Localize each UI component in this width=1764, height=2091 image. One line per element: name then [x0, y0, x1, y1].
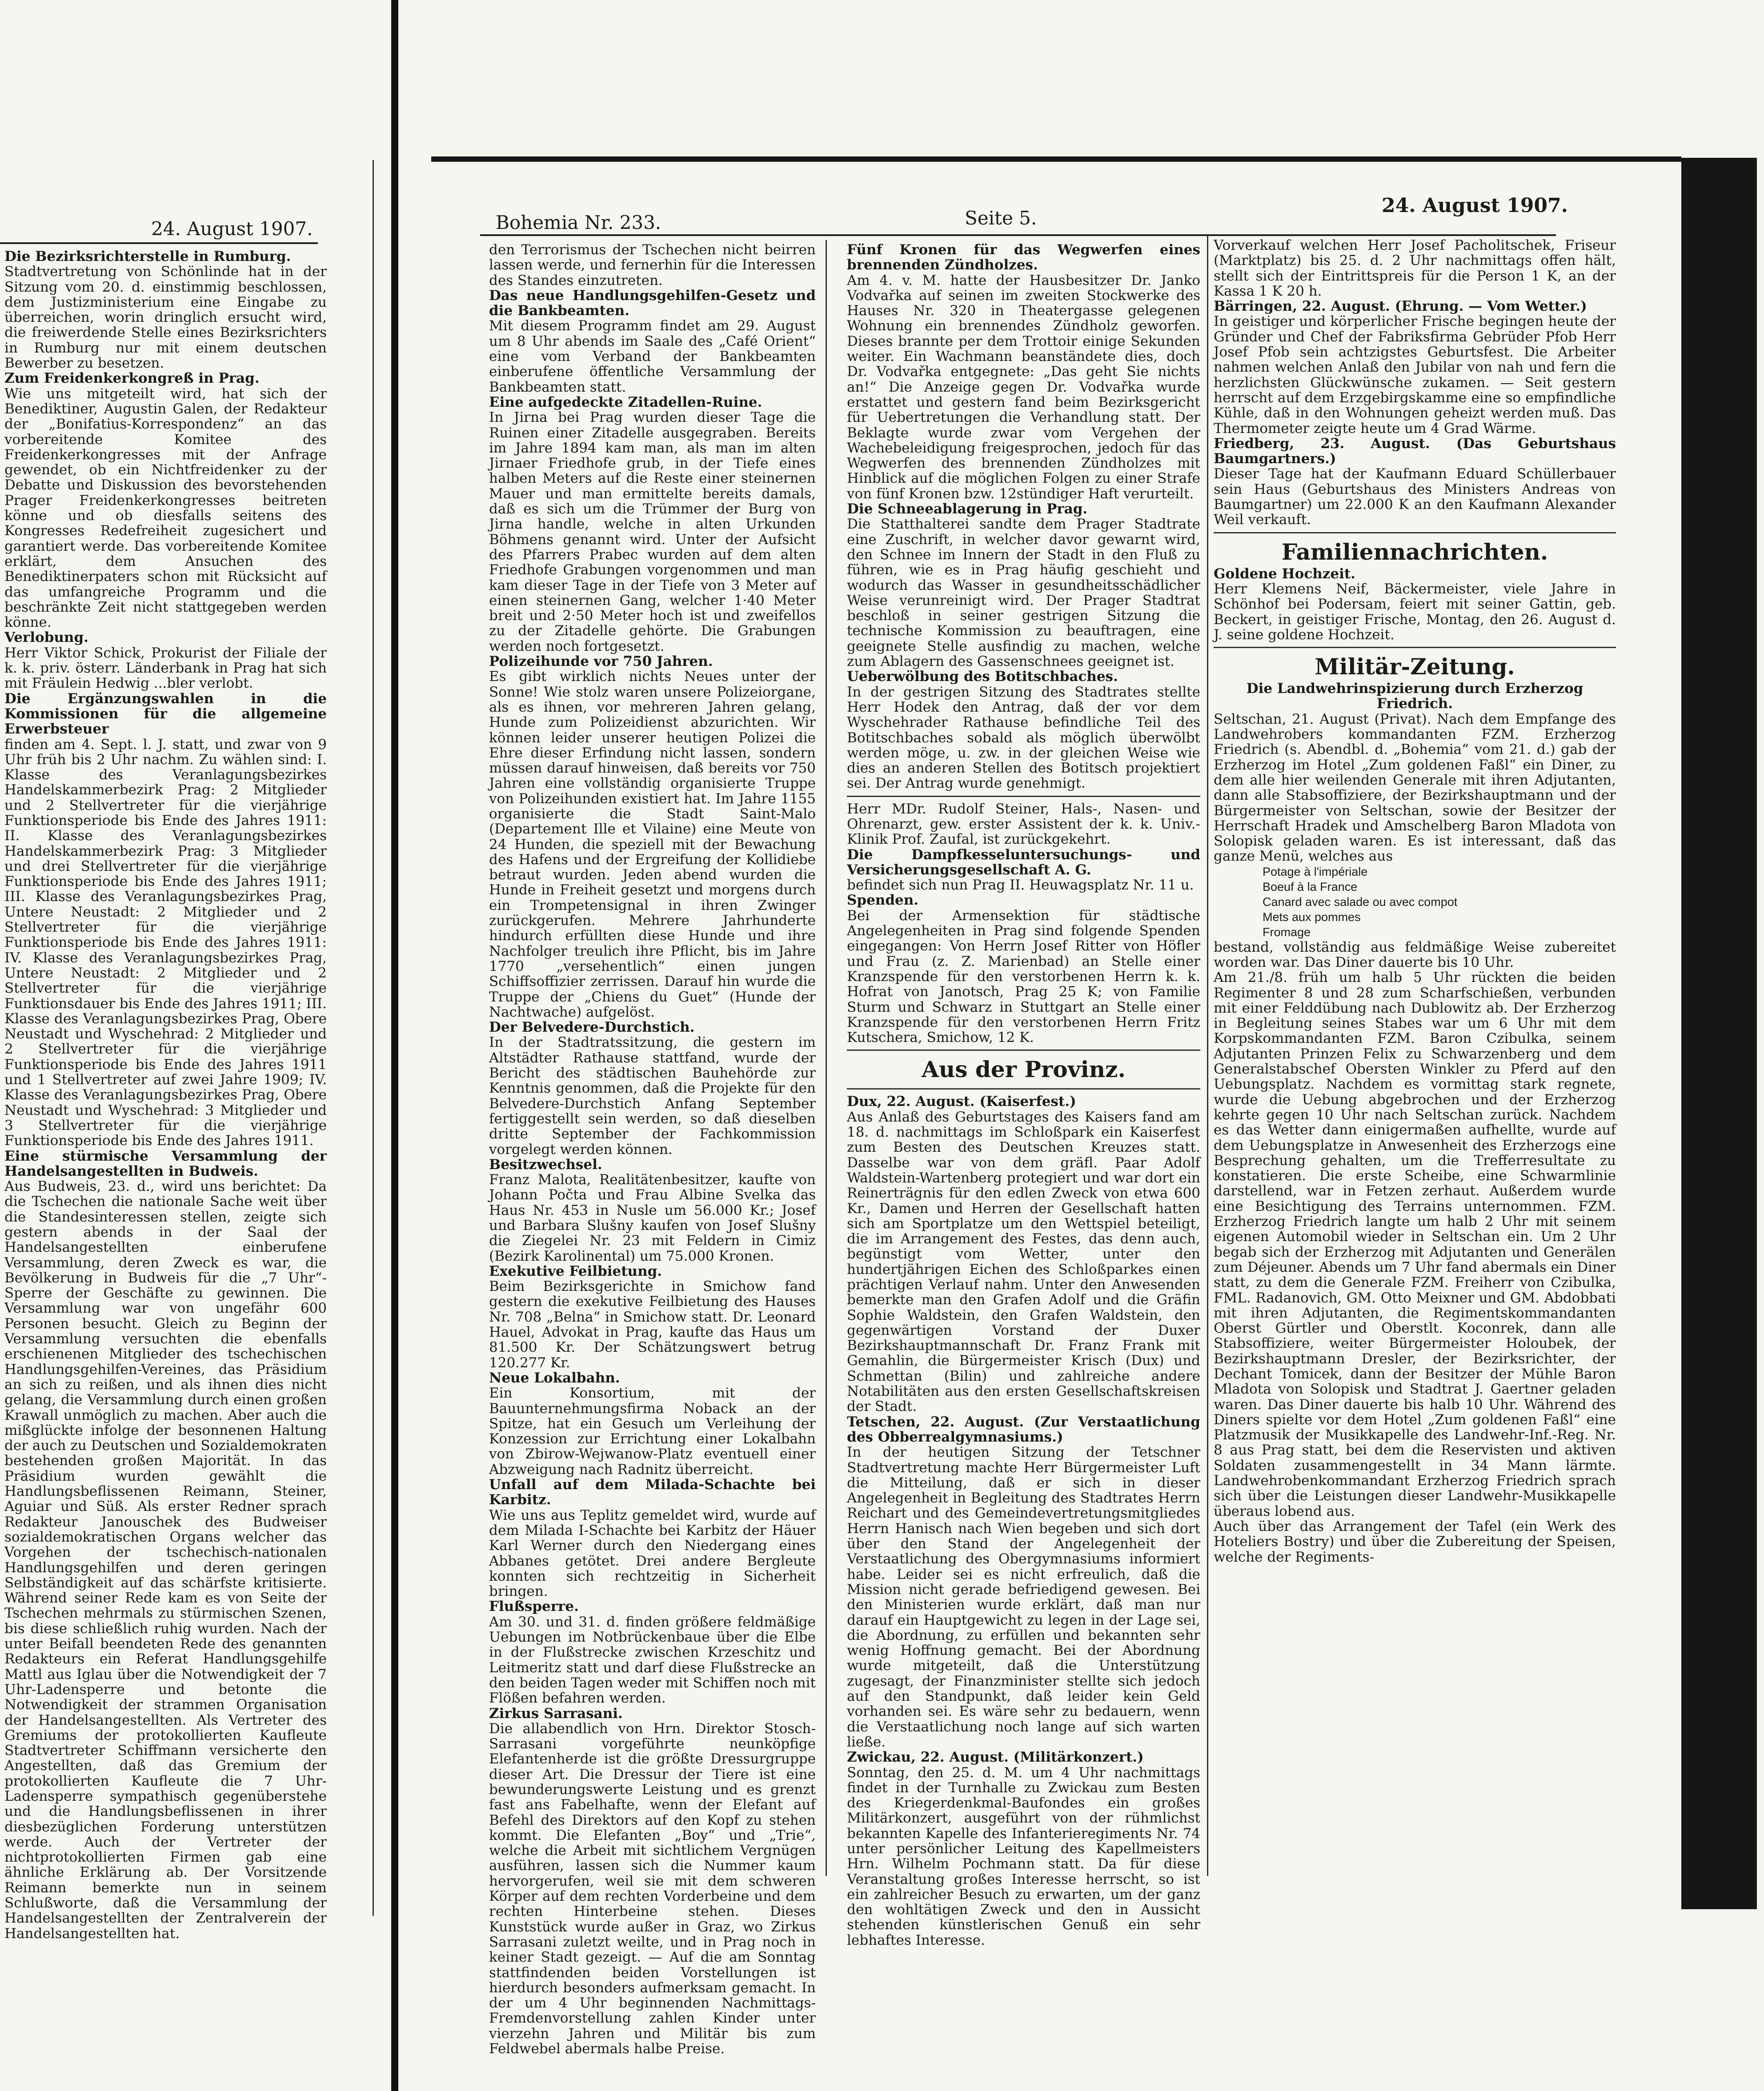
- article-paragraph: bestand, vollständig aus feldmäßige Weise zubereitet worden war. Das Diner dauerte bis 10 Uhr.: [1214, 939, 1616, 970]
- article-paragraph: Die Statthalterei sandte dem Prager Stadtrate eine Zuschrift, in welcher davor gewarnt wird, den Schnee im Innern der Stadt in den Fluß zu führen, wie es in Prag häufig geschieht und wodurch das Wasser in gesundheitsschädlicher Weise verunreinigt wird. Der Prager Stadtrat beschloß in seiner gestrigen Sitzung die technische Kommission zu beauftragen, eine geeignete Stelle ausfindig zu machen, welche zum Ablagern des Gassenschnees geeignet ist.: [847, 516, 1200, 670]
- section-divider: [847, 796, 1200, 797]
- left-page-date: 24. August 1907.: [151, 218, 313, 240]
- article-paragraph: In der heutigen Sitzung der Tetschner Stadtvertretung machte Herr Bürgermeister Luft die Mitteilung, daß er sich in dieser Angelegenheit in Begleitung des Stadtrates Herrn Reichart und des Gemeindevertretungsmitgliedes Herrn Hanisch nach Wien begeben und sich dort über den Stand der Angelegenheit der Verstaatlichung des Obergymnasiums informiert habe. Leider sei es nicht erfreulich, daß die Mission nicht gerade befriedigend gewesen. Bei den Ministerien wurde erklärt, daß man nur darauf ein Hauptgewicht zu legen in der Lage sei, die Abordnung, zu erfüllen und bekannten sehr wenig Hoffnung gemacht. Bei der Abordnung wurde mitgeteilt, daß die Unterstützung zugesagt, der Finanzminister stellte sich jedoch auf den Standpunkt, daß leider kein Geld vorhanden sei. Es wäre sehr zu bedauern, wenn die Verstaatlichung noch lange auf sich warten ließe.: [847, 1444, 1200, 1750]
- article-paragraph: Sonntag, den 25. d. M. um 4 Uhr nachmittags findet in der Turnhalle zu Zwickau zum Besten des Kriegerdenkmal-Baufondes ein großes Militärkonzert, ausgeführt von der rühmlichst bekannten Kapelle des Infanterieregiments Nr. 74 unter persönlicher Leitung des Kapellmeisters Hrn. Wilhelm Pochmann statt. Da für diese Veranstaltung großes Interesse herrscht, so ist ein zahlreicher Besuch zu erwarten, um der ganz den wohltätigen Zweck und den in Aussicht stehenden künstlerischen Genuß ein sehr lebhaftes Interesse.: [847, 1764, 1200, 1948]
- article-headline: Friedberg, 23. August. (Das Geburtshaus Baumgartners.): [1214, 435, 1616, 467]
- article-paragraph: Am 21./8. früh um halb 5 Uhr rückten die beiden Regimenter 8 und 28 zum Scharfschießen, verbunden mit einer Felddübung nach Dublowitz ab. Der Erzherzog in Begleitung seines Stabes war um 6 Uhr mit dem Korpskommandanten FZM. Baron Czibulka, seinem Adjutanten Prinzen Felix zu Schwarzenberg und dem Generalstabschef Obersten Winkler zu Pferd auf den Uebungsplatz. Nachdem es vormittag stark regnete, wurde die Uebung abgebrochen und der Erzherzog kehrte gegen 10 Uhr nach Seltschan zurück. Nachdem es das Wetter dann einigermaßen aufhellte, wurde auf dem Uebungsplatze in Anwesenheit des Erzherzogs eine Besprechung gehalten, um die Trefferresultate zu konstatieren. Die erste Scheibe, eine Schwarmlinie darstellend, war in Fetzen zerhaut. Außerdem wurde eine Besichtigung des Terrains unternommen. FZM. Erzherzog Friedrich langte um halb 2 Uhr mit seinem eigenen Automobil wieder in Seltschan ein. Um 2 Uhr begab sich der Erzherzog mit Adjutanten und Generälen zum Déjeuner. Abends um 7 Uhr fand abermals ein Diner statt, zu dem die Generale FZM. Freiherr von Czibulka, FML. Radanovich, GM. Otto Meixner und GM. Abdobbati mit ihren Adjutanten, die Regimentskommandanten Oberst Gürtler und Oberstlt. Koconrek, dann alle Stabsoffiziere, weiter Bürgermeister Holoubek, der Bezirkshauptmann Dresler, der Bezirksrichter, der Dechant Tomicek, dann der Besitzer der Mühle Baron Mladota von Solopisk und Stadtrat J. Gaertner geladen waren. Das Diner dauerte bis halb 10 Uhr. Während des Diners spielte vor dem Hotel „Zum goldenen Faßl“ eine Platzmusik der Musikkapelle des Landwehr-Inf.-Reg. Nr. 8 aus Prag statt, bei dem die Reservisten und aktiven Soldaten zusammengestellt in 34 Mann lärmte. Landwehrobenkommandant Erzherzog Friedrich sprach sich über die Leistungen dieser Landwehr-Musikkapelle überaus lobend aus.: [1214, 969, 1616, 1519]
- article-headline: Besitzwechsel.: [489, 1156, 602, 1173]
- article-headline: Dux, 22. August. (Kaiserfest.): [847, 1094, 1076, 1110]
- article-headline: Flußsperre.: [489, 1598, 579, 1615]
- article-headline: Neue Lokalbahn.: [489, 1370, 620, 1386]
- article-paragraph: In Jirna bei Prag wurden dieser Tage die Ruinen einer Zitadelle ausgegraben. Bereits im Jahre 1894 kam man, als man im alten Jirnaer Friedhofe grub, in der Tiefe eines halben Meters auf die Reste einer steinernen Mauer und man ermittelte bereits damals, daß es sich um die Trümmer der Burg von Jirna handle, welche in alten Urkunden Böhmens genannt wird. Unter der Aufsicht des Pfarrers Prabec wurden auf dem alten Friedhofe Grabungen vorgenommen und man kam dieser Tage in der Tiefe von 3 Meter auf einen steinernen Gang, welcher 1·40 Meter breit und 2·50 Meter hoch ist und zweifellos zu der Zitadelle gehörte. Die Grabungen werden noch fortgesetzt.: [489, 409, 816, 654]
- article-headline: Die Bezirksrichterstelle in Rumburg.: [4, 248, 291, 264]
- menu-item: Canard avec salade ou avec compot: [1263, 895, 1458, 909]
- section-divider: [1214, 532, 1616, 533]
- article-paragraph: Am 4. v. M. hatte der Hausbesitzer Dr. Janko Vodvařka auf seinen im zweiten Stockwerke des Hauses Nr. 320 in Theatergasse gelegenen Wohnung ein brennendes Zündholz geworfen. Dieses brannte per dem Trottoir einige Sekunden weiter. Ein Wachmann beanständete dies, doch Dr. Vodvařka entgegnete: „Das geht Sie nichts an!“ Die Anzeige gegen Dr. Vodvařka wurde erstattet und gestern fand beim Bezirksgericht für Uebertretungen die Verhandlung statt. Der Beklagte wurde zwar vom Vergehen der Wachebeleidigung freigesprochen, jedoch für das Wegwerfen des brennenden Zündholzes mit Hinblick auf die möglichen Folgen zu einer Strafe von fünf Kronen bzw. 12stündiger Haft verurteilt.: [847, 272, 1200, 502]
- menu-list: [1214, 864, 1616, 940]
- article-headline: Goldene Hochzeit.: [1214, 565, 1355, 582]
- article-paragraph: Aus Anlaß des Geburtstages des Kaisers fand am 18. d. nachmittags im Schloßpark ein Kaiserfest zum Besten des Deutschen Kreuzes statt. Dasselbe war von dem gräfl. Paar Adolf Waldstein-Wartenberg protegiert und war dort ein Reinerträgnis für den edlen Zweck von etwa 600 Kr., Damen und Herren der Gesellschaft hatten sich am Sportplatze um den Wettspiel beteiligt, die im Arrangement des Festes, das denn auch, begünstigt vom Wetter, unter den hundertjährigen Eichen des Schloßparkes einen prächtigen Verlauf nahm. Unter den Anwesenden bemerkte man den Grafen Adolf und die Gräfin Sophie Waldstein, den Grafen Waldstein, den gegenwärtigen Vorstand der Duxer Bezirkshauptmannschaft Dr. Franz Frank mit Gemahlin, die Bürgermeister Krisch (Dux) und Schmettan (Bilin) und zahlreiche andere Notabilitäten aus den ersten Gesellschaftskreisen der Stadt.: [847, 1109, 1200, 1415]
- article-headline: Unfall auf dem Milada-Schachte bei Karbitz.: [489, 1477, 816, 1508]
- article-paragraph: Herr Klemens Neif, Bäckermeister, viele Jahre in Schönhof bei Podersam, feiert mit seiner Gattin, geb. Beckert, in geistiger Frische, Montag, den 26. August d. J. seine goldene Hochzeit.: [1214, 581, 1616, 643]
- article-paragraph: Vorverkauf welchen Herr Josef Pacholitschek, Friseur (Marktplatz) bis 25. d. 2 Uhr nachmittags offen hält, stellt sich der Eintrittspreis für die Person 1 K, an der Kassa 1 K 20 h.: [1214, 237, 1616, 299]
- article-headline: Exekutive Feilbietung.: [489, 1263, 662, 1279]
- article-headline: Ueberwölbung des Botitschbaches.: [847, 669, 1118, 685]
- article-headline: Das neue Handlungsgehilfen-Gesetz und die Bankbeamten.: [489, 287, 816, 319]
- article-paragraph: Herr MDr. Rudolf Steiner, Hals-, Nasen- und Ohrenarzt, gew. erster Assistent der k. k. Univ.-Klinik Prof. Zaufal, ist zurückgekehrt.: [847, 801, 1200, 848]
- article-headline: Zwickau, 22. August. (Militärkonzert.): [847, 1749, 1144, 1766]
- article-headline: Zirkus Sarrasani.: [489, 1705, 623, 1722]
- article-paragraph: Franz Malota, Realitätenbesitzer, kaufte von Johann Počta und Frau Albine Svelka das Haus Nr. 453 in Nusle um 56.000 Kr.; Josef und Barbara Slušny kaufen von Josef Slušny die Ziegelei Nr. 23 mit Feldern in Cimiz (Bezirk Karolinental) um 75.000 Kronen.: [489, 1172, 816, 1264]
- article-paragraph: Es gibt wirklich nichts Neues unter der Sonne! Wie stolz waren unsere Polizeiorgane, als es ihnen, vor mehreren Jahren gelang, Hunde zum Polizeidienst abzurichten. Wir können leider unserer heutigen Polizei die Ehre dieser Erfindung nicht lassen, sondern müssen darauf hinweisen, daß bereits vor 750 Jahren eine vollständig organisierte Truppe von Polizeihunden existiert hat. Im Jahre 1155 organisierte die Stadt Saint-Malo (Departement Ille et Vilaine) eine Meute von 24 Hunden, die speziell mit der Bewachung des Hafens und der Ergreifung der Kollidiebe betraut wurden. Jeden abend wurden die Hunde in Freiheit gesetzt und morgens durch ein Trompetensignal in ihren Zwinger zurückgerufen. Mehrere Jahrhunderte hindurch erfüllten diese Hunde und ihre Nachfolger treulich ihre Pflicht, bis im Jahre 1770 „versehentlich“ einen jungen Schiffsoffizier zerrissen. Darauf hin wurde die Truppe der „Chiens du Guet“ (Hunde der Nachtwache) aufgelöst.: [489, 669, 816, 1020]
- article-paragraph: Seltschan, 21. August (Privat). Nach dem Empfange des Landwehrobers kommandanten FZM. Erzherzog Friedrich (s. Abendbl. d. „Bohemia“ vom 21. d.) gab der Erzherzog im Hotel „Zum goldenen Faßl“ ein Diner, zu dem alle hier weilenden Generale mit ihren Adjutanten, dann alle Stabsoffiziere, der Bezirkshauptmann und der Bürgermeister von Seltschan, sowie der Besitzer der Herrschaft Hradek und Amschelberg Baron Mladota von Solopisk geladen waren. Es ist interessant, daß das ganze Menü, welches aus: [1214, 711, 1616, 865]
- article-headline: Der Belvedere-Durchstich.: [489, 1019, 695, 1036]
- page-binding: [391, 0, 398, 2091]
- right-page-border: [1681, 158, 1757, 1909]
- article-headline: Fünf Kronen für das Wegwerfen eines brennenden Zündholzes.: [847, 242, 1200, 273]
- article-headline: Polizeihunde vor 750 Jahren.: [489, 653, 713, 670]
- article-paragraph: Beim Bezirksgerichte in Smichow fand gestern die exekutive Feilbietung des Hauses Nr. 708 „Belna“ in Smichow statt. Dr. Leonard Hauel, Advokat in Prag, kaufte das Haus um 81.500 Kr. Der Schätzungswert betrug 120.277 Kr.: [489, 1278, 816, 1371]
- column-rule-1: [826, 240, 827, 1876]
- article-column-1: [489, 242, 816, 2057]
- article-column-2: [847, 242, 1200, 1948]
- article-headline: Bärringen, 22. August. (Ehrung. — Vom Wetter.): [1214, 298, 1587, 315]
- article-paragraph: Herr Viktor Schick, Prokurist der Filiale der k. k. priv. österr. Länderbank in Prag hat sich mit Fräulein Hedwig ...bler verlobt.: [4, 645, 327, 692]
- article-paragraph: In der Stadtratssitzung, die gestern im Altstädter Rathause stattfand, wurde der Bericht des städtischen Bauhehörde zur Kenntnis genommen, daß die Projekte für den Belvedere-Durchstich Anfang September fertiggestellt sein werden, so daß dieselben dritte September der Fachkommission vorgelegt werden können.: [489, 1034, 816, 1158]
- article-paragraph: In geistiger und körperlicher Frische begingen heute der Gründer und Chef der Fabriksfirma Gebrüder Pfob Herr Josef Pfob sein achtzigstes Geburtsfest. Die Arbeiter nahmen welchen Anlaß den Jubilar von nah und fern die herzlichsten Glückwünsche zukamen. — Seit gestern herrscht auf dem Erzgebirgskamme eine so empfindliche Kühle, daß in den Wohnungen geheizt werden muß. Das Thermometer zeigte heute um 4 Grad Wärme.: [1214, 313, 1616, 437]
- menu-item: Fromage: [1263, 925, 1311, 939]
- article-headline: Die Schneeablagerung in Prag.: [847, 501, 1088, 517]
- paper-name: Bohemia Nr. 233.: [496, 212, 662, 233]
- left-page-edge-rule: [373, 160, 374, 1916]
- menu-item: Mets aux pommes: [1263, 910, 1361, 924]
- article-headline: Spenden.: [847, 892, 919, 909]
- article-paragraph: Wie uns aus Teplitz gemeldet wird, wurde auf dem Milada I-Schachte bei Karbitz der Häuer Karl Werner durch den Niedergang eines Abbanes getötet. Drei andere Bergleute konnten sich rechtzeitig in Sicherheit bringen.: [489, 1507, 816, 1600]
- article-paragraph: Dieser Tage hat der Kaufmann Eduard Schüllerbauer sein Haus (Geburtshaus des Ministers Andreas von Baumgartner) um 22.000 K an den Kaufmann Alexander Weil verkauft.: [1214, 466, 1616, 528]
- article-paragraph: Am 30. und 31. d. finden größere feldmäßige Uebungen im Notbrückenbaue über die Elbe in der Flußstrecke zwischen Krzeschitz und Leitmeritz statt und darf diese Flußstrecke an den beiden Tagen weder mit Schiffen noch mit Flößen befahren werden.: [489, 1614, 816, 1706]
- article-paragraph: Aus Budweis, 23. d., wird uns berichtet: Da die Tschechen die nationale Sache weit über die Standesinteressen stellen, zeigte sich gestern abends in der Saal der Handelsangestellten einberufene Versammlung, deren Zweck es war, die Bevölkerung in Budweis für die „7 Uhr“-Sperre der Geschäfte zu gewinnen. Die Versammlung war von ungefähr 600 Personen besucht. Gleich zu Beginn der Versammlung versuchten die ebenfalls erschienenen Mitglieder des tschechischen Handlungsgehilfen-Vereines, das Präsidium an sich zu reißen, und als ihnen dies nicht gelang, die Versammlung durch einen großen Krawall unmöglich zu machen. Aber auch die mißglückte infolge der besonnenen Haltung der auch zu Deutschen und Sozialdemokraten bestehenden großen Majorität. In das Präsidium wurden gewählt die Handlungsbeflissenen Reimann, Steiner, Aguiar und Süß. Als erster Redner sprach Redakteur Janouschek des Budweiser sozialdemokratischen Organs welcher das Vorgehen der tschechisch-nationalen Handlungsgehilfen und deren geringen Selbständigkeit auf das schärfste kritisierte. Während seiner Rede kam es von Seite der Tschechen mehrmals zu stürmischen Szenen, bis diese schließlich ruhig wurden. Nach der unter Beifall beendeten Rede des genannten Redakteurs ein Referat Handlungsgehilfe Mattl aus Iglau über die Notwendigkeit der 7 Uhr-Ladensperre und betonte die Notwendigkeit der strammen Organisation der Handelsangestellten. Als Vertreter des Gremiums der protokollierten Kaufleute Stadtvertreter Schiffmann versicherte den Angestellten, daß das Gremium der protokollierten Kaufleute die 7 Uhr-Ladensperre sympathisch gegenüberstehe und die Handlungsbeflissenen in ihrer diesbezüglichen Forderung unterstützen werde. Auch der Vertreter der nichtprotokollierten Firmen gab eine ähnliche Erklärung ab. Der Vorsitzende Reimann bemerkte nun in seinem Schlußworte, daß die Versammlung der Handelsangestellten der Zentralverein der Handelsangestellten hat.: [4, 1178, 327, 1942]
- article-headline: Die Landwehrinspizierung durch Erzherzog Friedrich.: [1246, 681, 1584, 712]
- article-headline: Eine stürmische Versammlung der Handelsangestellten in Budweis.: [4, 1148, 327, 1179]
- section-divider: [847, 1050, 1200, 1051]
- section-divider: [1214, 647, 1616, 648]
- top-rule-right-page: [431, 156, 1681, 162]
- issue-date: 24. August 1907.: [1382, 194, 1568, 217]
- article-paragraph: befindet sich nun Prag II. Heuwagsplatz Nr. 11 u.: [847, 877, 1194, 893]
- article-headline: Eine aufgedeckte Zitadellen-Ruine.: [489, 394, 762, 410]
- article-headline: Tetschen, 22. August. (Zur Verstaatlichung des Obberrealgymnasiums.): [847, 1414, 1200, 1445]
- header-rule: [480, 234, 1556, 236]
- menu-item: Potage à l'impériale: [1263, 865, 1368, 878]
- article-paragraph: Bei der Armensektion für städtische Angelegenheiten in Prag sind folgende Spenden eingegangen: Von Herrn Josef Ritter von Höfler und Frau (z. Z. Marienbad) an Stelle einer Kranzspende für den verstorbenen Herrn k. k. Hofrat von Janotsch, Prag 25 K; von Familie Sturm und Schwarz in Stuttgart an Stelle einer Kranzspende für den verstorbenen Herrn Fritz Kutschera, Smichow, 12 K.: [847, 907, 1200, 1046]
- page-number: Seite 5.: [965, 207, 1037, 229]
- left-header-rule: [0, 242, 318, 244]
- article-paragraph: Stadtvertretung von Schönlinde hat in der Sitzung vom 20. d. einstimmig beschlossen, dem Justizministerium eine Eingabe zu überreichen, worin dringlich ersucht wird, die freiwerdende Stelle eines Bezirksrichters in Rumburg nur mit einem deutschen Bewerber zu besetzen.: [4, 264, 327, 372]
- article-paragraph: den Terrorismus der Tschechen nicht beirren lassen werde, und fernerhin für die Interessen des Standes einzutreten.: [489, 242, 816, 288]
- column-rule-2: [1207, 236, 1208, 1876]
- article-paragraph: Mit diesem Programm findet am 29. August um 8 Uhr abends im Saale des „Café Orient“ eine vom Verband der Bankbeamten einberufene öffentliche Versammlung der Bankbeamten statt.: [489, 318, 816, 395]
- article-headline: Die Ergänzungswahlen in die Kommissionen für die allgemeine Erwerbsteuer: [4, 690, 327, 737]
- article-column-3: [1214, 238, 1616, 1883]
- section-heading: Aus der Provinz.: [922, 1056, 1126, 1083]
- article-paragraph: Auch über das Arrangement der Tafel (ein Werk des Hoteliers Bostry) und über die Zubereitung der Speisen, welche der Regiments-: [1214, 1518, 1616, 1565]
- article-headline: Verlobung.: [4, 629, 88, 646]
- left-page-column: [4, 248, 327, 1942]
- menu-item: Boeuf à la France: [1263, 880, 1358, 893]
- article-headline: Zum Freidenkerkongreß in Prag.: [4, 370, 260, 387]
- article-paragraph: finden am 4. Sept. l. J. statt, und zwar von 9 Uhr früh bis 2 Uhr nachm. Zu wählen sind: I. Klasse des Veranlagungsbezirkes Handelskammerbezirk Prag: 2 Mitglieder und 2 Stellvertreter für die vierjährige Funktionsperiode bis Ende des Jahres 1911: II. Klasse des Veranlagungsbezirkes Handelskammerbezirk Prag: 3 Mitglieder und drei Stellvertreter für die vierjährige Funktionsperiode bis Ende des Jahres 1911; III. Klasse des Veranlagungsbezirkes Prag, Untere Neustadt: 2 Mitglieder und 2 Stellvertreter für die vierjährige Funktionsperiode bis Ende des Jahres 1911: IV. Klasse des Veranlagungsbezirkes Prag, Untere Neustadt: 2 Mitglieder und 2 Stellvertreter für die vierjährige Funktionsdauer bis Ende des Jahres 1911; III. Klasse des Veranlagungsbezirkes Prag, Obere Neustadt und Wyschehrad: 2 Mitglieder und 2 Stellvertreter für die vierjährige Funktionsperiode bis Ende des Jahres 1911 und 1 Stellvertreter auf zwei Jahre 1909; IV. Klasse des Veranlagungsbezirkes Prag, Obere Neustadt und Wyschehrad: 3 Mitglieder und 3 Stellvertreter für die vierjährige Funktionsperiode bis Ende des Jahres 1911.: [4, 736, 327, 1149]
- section-heading: Militär-Zeitung.: [1315, 653, 1515, 680]
- section-heading: Familiennachrichten.: [1281, 538, 1548, 565]
- article-paragraph: Ein Konsortium, mit der Bauunternehmungsfirma Noback an der Spitze, hat ein Gesuch um Verleihung der Konzession zur Errichtung einer Lokalbahn von Zbirow-Wejwanow-Platz eventuell einer Abzweigung nach Radnitz überreicht.: [489, 1385, 816, 1478]
- article-paragraph: In der gestrigen Sitzung des Stadtrates stellte Herr Hodek den Antrag, daß der vor dem Wyschehrader Rathause befindliche Teil des Botitschbaches sobald als möglich überwölbt werden möge, u. zw. in der gleichen Weise wie dies an anderen Stellen des Botitsch projektiert sei. Der Antrag wurde genehmigt.: [847, 684, 1200, 792]
- article-paragraph: Die allabendlich von Hrn. Direktor Stosch-Sarrasani vorgeführte neunköpfige Elefantenherde ist die größte Dressurgruppe dieser Art. Die Dressur der Tiere ist eine bewunderungswerte Leistung und es grenzt fast ans Fabelhafte, wenn der Elefant auf Befehl des Direktors auf den Kopf zu stehen kommt. Die Elefanten „Boy“ und „Trie“, welche die Arbeit mit sichtlichem Vergnügen ausführen, lassen sich die Nummer kaum hervorgerufen, weil sie mit dem schweren Körper auf dem rechten Vorderbeine und dem rechten Hinterbeine stehen. Dieses Kunststück wurde außer in Graz, wo Zirkus Sarrasani zuletzt weilte, und in Prag noch in keiner Stadt gezeigt. — Auf die am Sonntag stattfindenden beiden Vorstellungen ist hierdurch besonders aufmerksam gemacht. In der um 4 Uhr beginnenden Nachmittags-Fremdenvorstellung zahlen Kinder unter vierzehn Jahren und Militär bis zum Feldwebel abermals halbe Preise.: [489, 1720, 816, 2057]
- section-divider: [847, 1088, 1200, 1090]
- article-paragraph: Wie uns mitgeteilt wird, hat sich der Benediktiner, Augustin Galen, der Redakteur der „Bonifatius-Korrespondenz“ an das vorbereitende Komitee des Freidenkerkongresses mit der Anfrage gewendet, ob ein Nichtfreidenker zu der Debatte und Diskussion des bevorstehenden Prager Freidenkerkongresses beitreten könne und ob diesfalls seitens des Kongresses Redefreiheit zugesichert und garantiert werde. Das vorbereitende Komitee erklärt, dem Ansuchen des Benediktinerpaters schon mit Rücksicht auf das umfangreiche Programm und die beschränkte Zeit nicht stattgegeben werden könne.: [4, 385, 327, 631]
- article-headline: Die Dampfkesseluntersuchungs- und Versicherungsgesellschaft A. G.: [847, 846, 1200, 878]
